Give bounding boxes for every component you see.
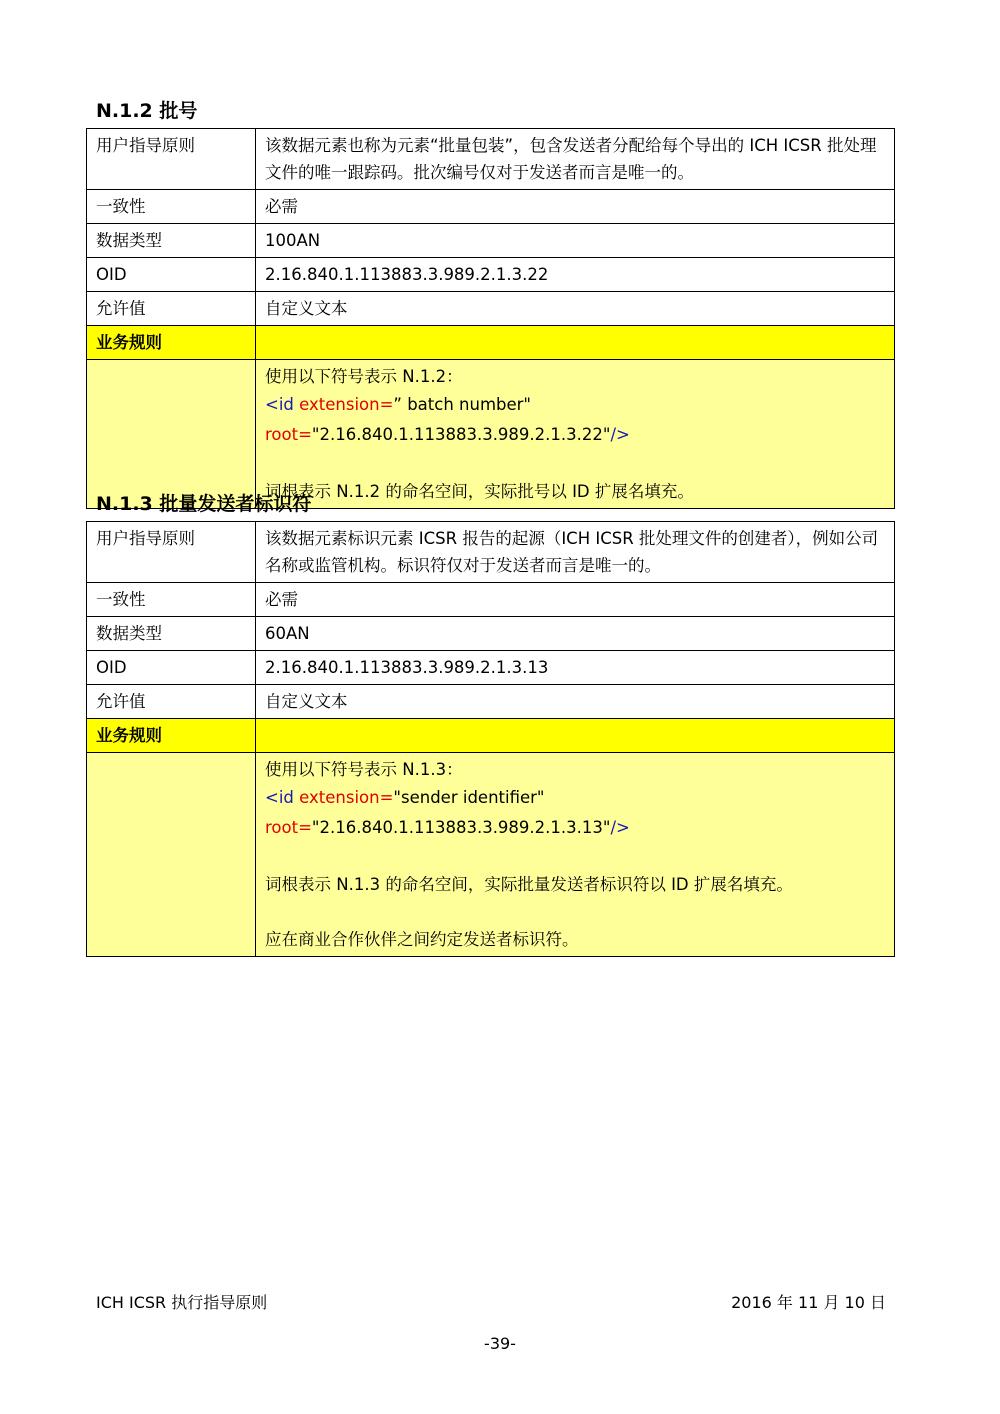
code-example — [265, 783, 885, 843]
code-tag-open: <id — [265, 788, 300, 807]
table-row — [87, 190, 895, 224]
row-label: 允许值 — [87, 685, 256, 719]
row-value: 自定义文本 — [256, 292, 895, 326]
row-label: 用户指导原则 — [87, 129, 256, 190]
rule-intro: 使用以下符号表示 N.1.2： — [265, 367, 463, 386]
business-rule-header — [87, 326, 895, 360]
business-rule-label: 业务规则 — [87, 326, 256, 360]
table-row — [87, 129, 895, 190]
business-rule-body — [87, 753, 895, 957]
row-value: 必需 — [256, 190, 895, 224]
section-title-n-1-2: N.1.2 批号 — [96, 100, 198, 122]
business-rule-body-empty — [87, 360, 256, 509]
code-value-root: "2.16.840.1.113883.3.989.2.1.3.22" — [311, 425, 611, 444]
row-value: 必需 — [256, 583, 895, 617]
business-rule-header-empty — [256, 719, 895, 753]
row-value: 2.16.840.1.113883.3.989.2.1.3.22 — [256, 258, 895, 292]
business-rule-body-empty — [87, 753, 256, 957]
row-value: 2.16.840.1.113883.3.989.2.1.3.13 — [256, 651, 895, 685]
table-row — [87, 258, 895, 292]
business-rule-content — [256, 360, 895, 509]
footer-document-title: ICH ICSR 执行指导原则 — [96, 1293, 268, 1312]
table-row — [87, 685, 895, 719]
business-rule-content — [256, 753, 895, 957]
table-row — [87, 651, 895, 685]
code-tag-open: <id — [265, 395, 300, 414]
code-value-extension: ” batch number" — [393, 395, 532, 414]
code-attr-extension: extension= — [299, 395, 394, 414]
row-label: 一致性 — [87, 583, 256, 617]
business-rule-header — [87, 719, 895, 753]
row-label: 数据类型 — [87, 224, 256, 258]
row-label: 用户指导原则 — [87, 522, 256, 583]
code-tag-close: /> — [610, 818, 630, 837]
business-rule-label: 业务规则 — [87, 719, 256, 753]
row-label: OID — [87, 651, 256, 685]
table-row — [87, 617, 895, 651]
footer-date: 2016 年 11 月 10 日 — [731, 1293, 886, 1312]
table-row — [87, 583, 895, 617]
page-number: -39- — [484, 1334, 516, 1353]
spec-table-n-1-3 — [86, 521, 895, 957]
code-attr-root: root= — [265, 818, 312, 837]
spec-table-n-1-2 — [86, 128, 895, 509]
code-value-extension: "sender identifier" — [393, 788, 545, 807]
code-attr-extension: extension= — [299, 788, 394, 807]
row-value: 该数据元素也称为元素“批量包装”，包含发送者分配给每个导出的 ICH ICSR 批处理文件的唯一跟踪码。批次编号仅对于发送者而言是唯一的。 — [256, 129, 895, 190]
row-label: OID — [87, 258, 256, 292]
rule-note: 应在商业合作伙伴之间约定发送者标识符。 — [265, 930, 579, 949]
code-example — [265, 390, 885, 450]
rule-intro: 使用以下符号表示 N.1.3： — [265, 760, 463, 779]
rule-note: 词根表示 N.1.2 的命名空间，实际批号以 ID 扩展名填充。 — [265, 482, 694, 501]
business-rule-body — [87, 360, 895, 509]
rule-note: 词根表示 N.1.3 的命名空间，实际批量发送者标识符以 ID 扩展名填充。 — [265, 875, 793, 894]
row-value: 100AN — [256, 224, 895, 258]
business-rule-header-empty — [256, 326, 895, 360]
row-value: 该数据元素标识元素 ICSR 报告的起源（ICH ICSR 批处理文件的创建者），例如公司名称或监管机构。标识符仅对于发送者而言是唯一的。 — [256, 522, 895, 583]
row-value: 60AN — [256, 617, 895, 651]
table-row — [87, 522, 895, 583]
table-row — [87, 224, 895, 258]
row-label: 数据类型 — [87, 617, 256, 651]
code-attr-root: root= — [265, 425, 312, 444]
row-value: 自定义文本 — [256, 685, 895, 719]
code-tag-close: /> — [610, 425, 630, 444]
row-label: 允许值 — [87, 292, 256, 326]
section-title-n-1-3: N.1.3 批量发送者标识符 — [96, 493, 312, 515]
code-value-root: "2.16.840.1.113883.3.989.2.1.3.13" — [311, 818, 611, 837]
row-label: 一致性 — [87, 190, 256, 224]
table-row — [87, 292, 895, 326]
